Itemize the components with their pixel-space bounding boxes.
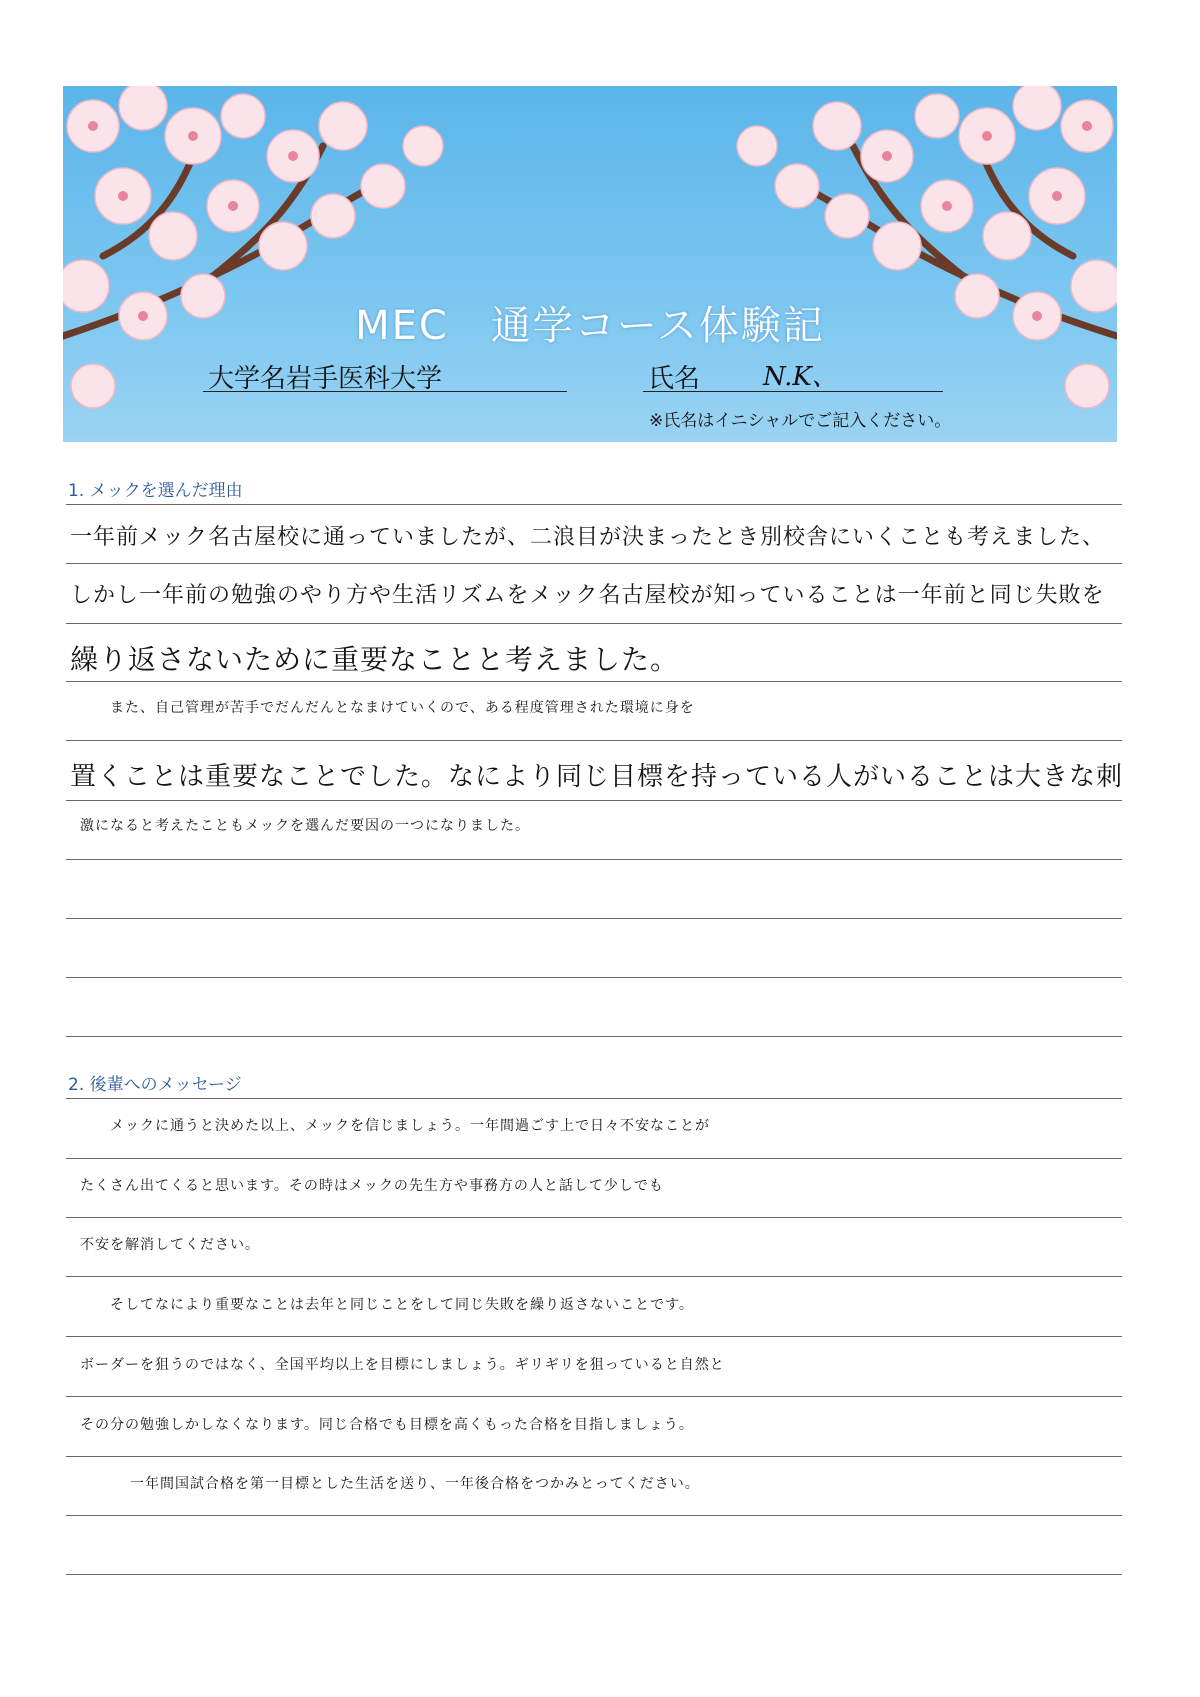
university-value: 岩手医科大学 xyxy=(286,364,443,394)
name-underline xyxy=(643,391,943,392)
rule-line xyxy=(66,1515,1122,1516)
rule-line xyxy=(66,977,1122,978)
section1-line: 置くことは重要なことでした。なにより同じ目標を持っている人がいることは大きな刺 xyxy=(70,762,1124,792)
section2-line: メックに通うと決めた以上、メックを信じましょう。一年間過ごす上で日々不安なことが xyxy=(110,1118,710,1134)
rule-line xyxy=(66,859,1122,860)
rule-line xyxy=(66,800,1122,801)
rule-line xyxy=(66,563,1122,564)
rule-line xyxy=(66,1276,1122,1277)
section2-line: そしてなにより重要なことは去年と同じことをして同じ失敗を繰り返さないことです。 xyxy=(110,1297,694,1313)
rule-line xyxy=(66,1456,1122,1457)
rule-line xyxy=(66,918,1122,919)
section2-line: その分の勉強しかしなくなります。同じ合格でも目標を高くもった合格を目指しましょう。 xyxy=(80,1417,694,1433)
rule-line xyxy=(66,681,1122,682)
section2-heading: 2. 後輩へのメッセージ xyxy=(68,1075,242,1095)
section2-line: ボーダーを狙うのではなく、全国平均以上を目標にしましょう。ギリギリを狙っていると自然と xyxy=(80,1357,725,1373)
rule-line xyxy=(66,1336,1122,1337)
university-label: 大学名 xyxy=(208,364,287,394)
section1-line: 激になると考えたこともメックを選んだ要因の一つになりました。 xyxy=(80,818,530,834)
rule-line xyxy=(66,504,1122,505)
rule-line xyxy=(66,1217,1122,1218)
section1-heading: 1. メックを選んだ理由 xyxy=(68,481,243,501)
section1-line: 一年前メック名古屋校に通っていましたが、二浪目が決まったとき別校舎にいくことも考えました、 xyxy=(70,525,1106,550)
section1-line: しかし一年前の勉強のやり方や生活リズムをメック名古屋校が知っていることは一年前と同じ失敗を xyxy=(70,583,1105,608)
university-field xyxy=(208,358,442,395)
section1-line: 繰り返さないために重要なことと考えました。 xyxy=(70,643,680,676)
rule-line xyxy=(66,1158,1122,1159)
rule-line xyxy=(66,1396,1122,1397)
name-label: 氏名 xyxy=(648,364,701,394)
rule-line xyxy=(66,623,1122,624)
university-underline xyxy=(203,391,567,392)
section2-line: たくさん出てくると思います。その時はメックの先生方や事務方の人と話して少しでも xyxy=(80,1178,664,1194)
rule-line xyxy=(66,1036,1122,1037)
section2-line: 不安を解消してください。 xyxy=(80,1237,260,1253)
section2-line: 一年間国試合格を第一目標とした生活を送り、一年後合格をつかみとってください。 xyxy=(130,1476,700,1492)
rule-line xyxy=(66,1098,1122,1099)
rule-line xyxy=(66,740,1122,741)
section1-line: また、自己管理が苦手でだんだんとなまけていくので、ある程度管理された環境に身を xyxy=(110,700,695,716)
name-value: N.K、 xyxy=(763,362,838,392)
rule-line xyxy=(66,1574,1122,1575)
initials-note: ※氏名はイニシャルでご記入ください。 xyxy=(649,411,952,431)
header-banner xyxy=(63,86,1117,442)
page-title: MEC 通学コース体験記 xyxy=(355,303,825,349)
